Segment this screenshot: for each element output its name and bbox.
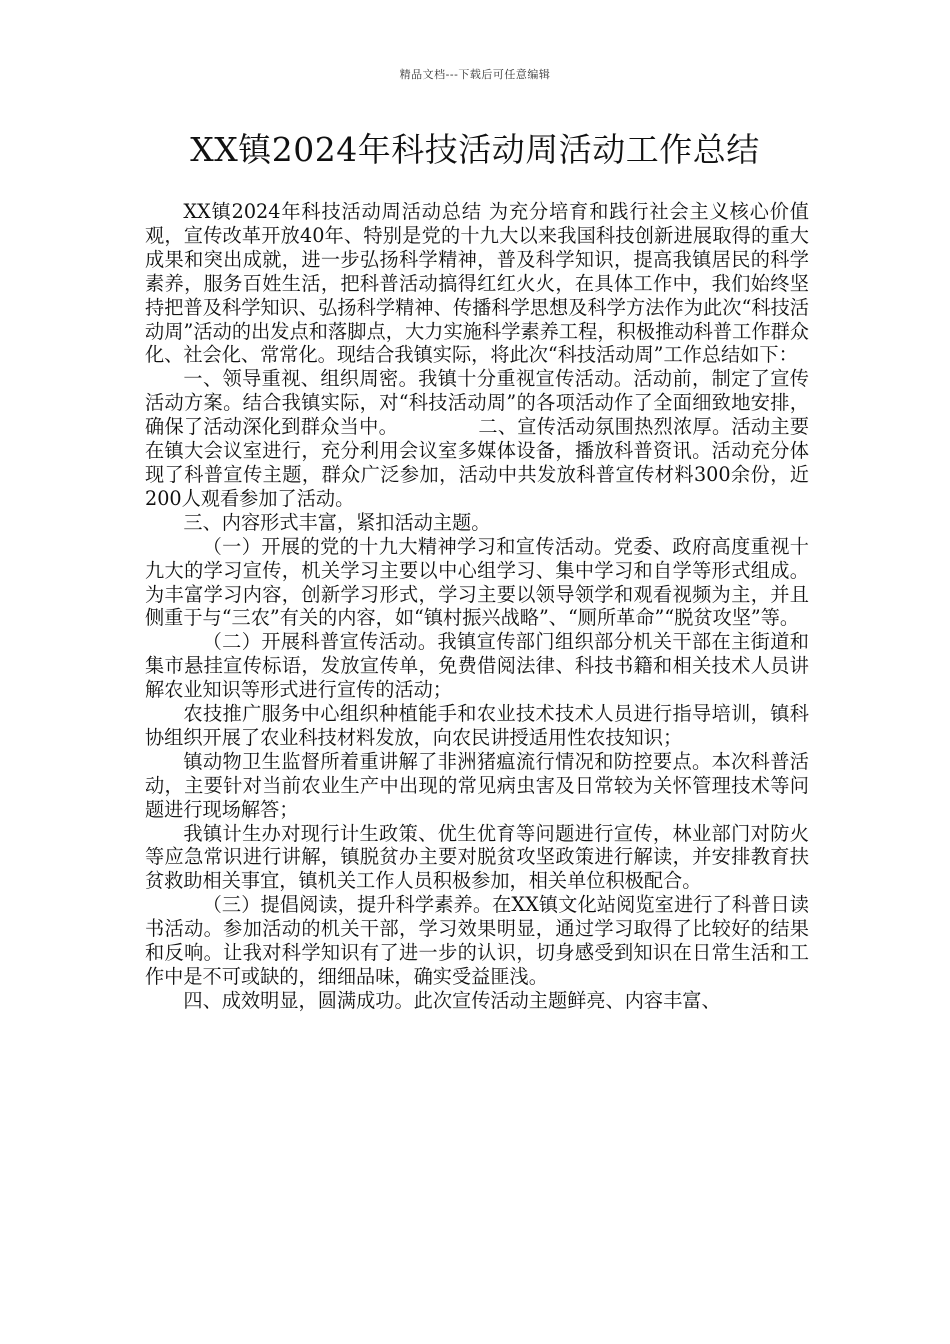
paragraph-subsection-3: （三）提倡阅读，提升科学素养。在XX镇文化站阅览室进行了科普日读书活动。参加活动的机关干部，学习效果明显，通过学习取得了比较好的结果和反响。让我对科学知识有了进一步的认识，切身感受到知识在日常生活和工作中是不可或缺的，细细品味，确实受益匪浅。 <box>145 893 809 988</box>
document-title: XX镇2024年科技活动周活动工作总结 <box>190 130 760 169</box>
header-note: 精品文档---下载后可任意编辑 <box>399 68 551 81</box>
paragraph-subsection-2: （二）开展科普宣传活动。我镇宣传部门组织部分机关干部在主街道和集市悬挂宣传标语，发放宣传单，免费借阅法律、科技书籍和相关技术人员讲解农业知识等形式进行宣传的活动； <box>145 630 809 702</box>
paragraph-subsection-1: （一）开展的党的十九大精神学习和宣传活动。党委、政府高度重视十九大的学习宣传，机关学习主要以中心组学习、集中学习和自学等形式组成。为丰富学习内容，创新学习形式，学习主要以领导领学和观看视频为主，并且侧重于与“三农”有关的内容，如“镇村振兴战略”、“厕所革命”“脱贫攻坚”等。 <box>145 534 809 630</box>
section-2-text: 二、宣传活动氛围热烈浓厚。活动主要在镇大会议室进行，充分利用会议室多媒体设备，播放科普资讯。活动充分体现了科普宣传主题，群众广泛参加，活动中共发放科普宣传材料300余份，近200人观看参加了活动。 <box>145 415 810 510</box>
paragraph-section-4: 四、成效明显，圆满成功。此次宣传活动主题鲜亮、内容丰富、 <box>183 988 721 1012</box>
paragraph-family-planning: 我镇计生办对现行计生政策、优生优育等问题进行宣传，林业部门对防火等应急常识进行讲解，镇脱贫办主要对脱贫攻坚政策进行解读，并安排教育扶贫救助相关事宜，镇机关工作人员积极参加，相关单位积极配合。 <box>145 821 809 893</box>
paragraph-intro: XX镇2024年科技活动周活动总结 为充分培育和践行社会主义核心价值观，宣传改革开放40年、特别是党的十九大以来我国科技创新进展取得的重大成果和突出成就，进一步弘扬科学精神，普及科学知识，提高我镇居民的科学素养，服务百姓生活，把科普活动搞得红红火火，在具体工作中，我们始终坚持把普及科学知识、弘扬科学精神、传播科学思想及科学方法作为此次“科技活动周”活动的出发点和落脚点，大力实施科学素养工程，积极推动科普工作群众化、社会化、常常化。现结合我镇实际，将此次“科技活动周”工作总结如下： <box>145 200 809 367</box>
paragraph-section-3: 三、内容形式丰富，紧扣活动主题。 <box>183 510 491 534</box>
paragraph-section-1 <box>145 367 809 510</box>
document-body <box>145 200 809 1013</box>
paragraph-agri-tech: 农技推广服务中心组织种植能手和农业技术技术人员进行指导培训，镇科协组织开展了农业科技材料发放，向农民讲授适用性农技知识； <box>145 702 809 749</box>
paragraph-animal-health: 镇动物卫生监督所着重讲解了非洲猪瘟流行情况和防控要点。本次科普活动，主要针对当前农业生产中出现的常见病虫害及日常较为关怀管理技术等问题进行现场解答； <box>145 749 809 821</box>
section-1-text: 一、领导重视、组织周密。我镇十分重视宣传活动。活动前，制定了宣传活动方案。结合我镇实际，对“科技活动周”的各项活动作了全面细致地安排，确保了活动深化到群众当中。 <box>145 367 809 439</box>
